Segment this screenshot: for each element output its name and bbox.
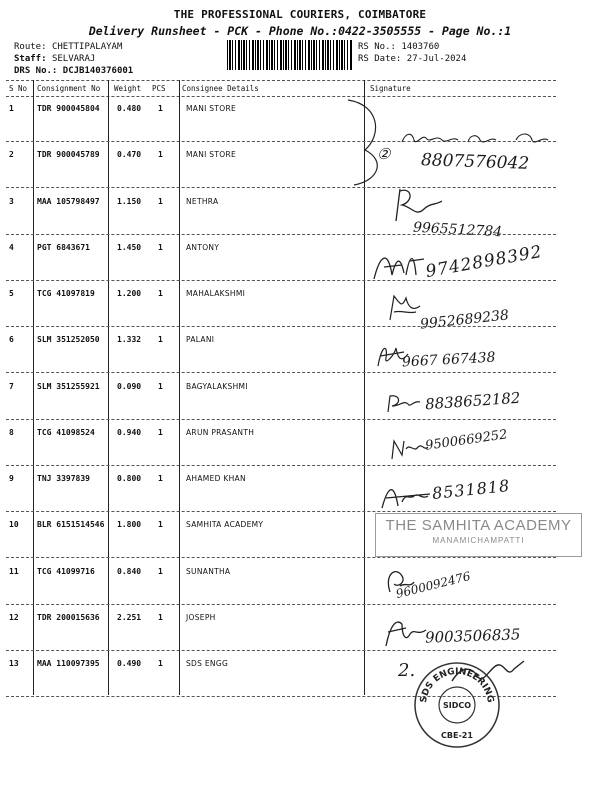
barcode — [227, 40, 353, 70]
row-weight: 0.470 — [117, 150, 142, 160]
stamp-line-1: THE SAMHITA ACADEMY — [385, 517, 572, 534]
row-weight: 0.490 — [117, 659, 142, 668]
row-consignee: ARUN PRASANTH — [186, 427, 255, 437]
signature-row-7 — [384, 390, 424, 418]
row-sno: 10 — [9, 520, 19, 530]
col-header-signature: Signature — [370, 84, 411, 93]
row-pcs: 1 — [158, 196, 163, 206]
col-header-sno: S No — [9, 84, 28, 93]
col-header-pcs: PCS — [152, 84, 166, 93]
col-header-consignee: Consignee Details — [182, 84, 259, 93]
signature-row-9 — [378, 478, 436, 514]
row-sno: 12 — [9, 612, 19, 622]
seal-ring-text: SDS ENGINEERING — [419, 666, 496, 704]
row-weight: 1.332 — [117, 335, 142, 345]
row-weight: 1.800 — [117, 520, 142, 530]
tamil-name-signature — [398, 128, 558, 150]
row-consignee: SUNANTHA — [186, 566, 231, 576]
drs-line — [14, 65, 133, 77]
signature-row-12 — [382, 612, 430, 652]
rs-no-label: RS No.: — [358, 42, 396, 52]
col-header-consignment: Consignment No — [37, 84, 101, 93]
row-sno: 6 — [9, 335, 14, 345]
sds-engineering-seal — [412, 660, 502, 750]
row-consignee: MANI STORE — [186, 150, 237, 160]
row-consignment-no: BLR 6151514546 — [37, 520, 105, 530]
row-rule — [6, 419, 556, 420]
rs-date-label: RS Date: — [358, 54, 402, 64]
row-sno: 5 — [9, 289, 14, 298]
row-pcs: 1 — [158, 104, 163, 113]
row-consignee: NETHRA — [186, 196, 219, 206]
row-weight: 1.450 — [117, 242, 142, 252]
row-rule — [6, 187, 556, 188]
rs-date-value: 27-Jul-2024 — [406, 54, 467, 64]
drs-value: DCJB140376001 — [62, 66, 134, 76]
row-pcs: 1 — [158, 335, 163, 345]
row-sno: 1 — [9, 104, 14, 113]
signature-row-3 — [390, 183, 445, 225]
row-rule — [6, 511, 556, 512]
row-rule — [6, 604, 556, 605]
handwritten-phone: 9742898392 — [424, 241, 545, 283]
handwritten-mark-13: 2. — [398, 660, 416, 681]
stamp-line-2: MANAMICHAMPATTI — [432, 536, 525, 545]
row-weight: 1.150 — [117, 196, 142, 206]
row-consignee: JOSEPH — [186, 612, 216, 622]
row-pcs: 1 — [158, 427, 163, 437]
row-pcs: 1 — [158, 150, 163, 160]
row-sno: 11 — [9, 566, 19, 576]
rs-no-value: 1403760 — [401, 42, 440, 52]
row-consignment-no: TCG 41097819 — [37, 289, 95, 298]
staff-line — [14, 53, 95, 65]
handwritten-phone: 8838652182 — [424, 388, 521, 414]
row-pcs: 1 — [158, 612, 163, 622]
row-sno: 8 — [9, 427, 14, 437]
subtitle-text: Delivery Runsheet - PCK - Phone No.:0422-3505555 - Page No.:1 — [88, 24, 512, 38]
row-pcs: 1 — [158, 566, 163, 576]
row-consignee: BAGYALAKSHMI — [186, 381, 248, 391]
handwritten-phone: 8807576042 — [420, 150, 530, 174]
handwritten-mark-2: ② — [377, 145, 391, 163]
row-weight: 2.251 — [117, 612, 142, 622]
row-sno: 4 — [9, 242, 14, 252]
seal-bottom-text: CBE-21 — [441, 731, 473, 740]
row-consignment-no: TCG 41099716 — [37, 566, 95, 576]
route-value: CHETTIPALAYAM — [51, 42, 123, 52]
staff-label: Staff: — [14, 54, 47, 64]
row-consignee: AHAMED KHAN — [186, 474, 246, 483]
row-consignment-no: TNJ 3397839 — [37, 474, 90, 483]
row-sno: 13 — [9, 659, 19, 668]
row-rule — [6, 650, 556, 651]
handwritten-phone: 9965512784 — [412, 219, 503, 241]
row-consignment-no: TDR 900045804 — [37, 104, 100, 113]
company-title: THE PROFESSIONAL COURIERS, COIMBATORE — [173, 8, 427, 21]
row-pcs: 1 — [158, 659, 163, 668]
row-consignment-no: MAA 105798497 — [37, 196, 100, 206]
row-consignee: PALANI — [186, 335, 215, 345]
row-consignee: ANTONY — [186, 242, 220, 252]
row-sno: 2 — [9, 150, 14, 160]
handwritten-phone: 9667 667438 — [401, 349, 496, 371]
row-rule — [6, 372, 556, 373]
row-weight: 0.480 — [117, 104, 142, 113]
signature-bracket — [340, 95, 390, 190]
row-consignment-no: MAA 110097395 — [37, 659, 100, 668]
route-label: Route: — [14, 42, 47, 52]
row-consignee: MANI STORE — [186, 104, 237, 113]
row-sno: 7 — [9, 381, 14, 391]
row-weight: 0.840 — [117, 566, 142, 576]
row-rule — [6, 280, 556, 281]
row-consignment-no: TDR 200015636 — [37, 612, 100, 622]
row-consignment-no: SLM 351252050 — [37, 335, 100, 345]
row-sno: 3 — [9, 196, 14, 206]
row-weight: 0.940 — [117, 427, 142, 437]
table-top-rule — [6, 80, 556, 81]
row-weight: 1.200 — [117, 289, 142, 298]
row-consignee: MAHALAKSHMI — [186, 289, 246, 298]
row-pcs: 1 — [158, 520, 163, 530]
row-consignment-no: TCG 41098524 — [37, 427, 95, 437]
handwritten-phone: 9003506835 — [424, 625, 521, 647]
row-weight: 0.090 — [117, 381, 142, 391]
route-line — [14, 41, 122, 53]
handwritten-phone: 8531818 — [431, 475, 512, 504]
header-rule — [6, 96, 556, 97]
col-header-weight: Weight — [114, 84, 142, 93]
handwritten-phone: 9952689238 — [419, 307, 510, 333]
drs-label: DRS No.: — [14, 66, 58, 76]
runsheet-subtitle — [0, 24, 600, 38]
row-rule — [6, 465, 556, 466]
rs-no-line — [358, 41, 439, 53]
row-pcs: 1 — [158, 289, 163, 298]
samhita-academy-stamp — [375, 513, 582, 557]
staff-value: SELVARAJ — [51, 54, 96, 64]
row-consignee: SDS ENGG — [186, 659, 229, 668]
row-pcs: 1 — [158, 242, 163, 252]
row-consignee: SAMHITA ACADEMY — [186, 520, 264, 530]
handwritten-phone: 9500669252 — [424, 427, 509, 454]
row-weight: 0.800 — [117, 474, 142, 483]
rs-date-line — [358, 53, 466, 65]
row-sno: 9 — [9, 474, 14, 483]
row-consignment-no: SLM 351255921 — [37, 381, 100, 391]
handwritten-phone: 9600092476 — [394, 568, 472, 602]
seal-center-text: SIDCO — [442, 701, 472, 710]
row-pcs: 1 — [158, 381, 163, 391]
row-consignment-no: TDR 900045789 — [37, 150, 100, 160]
signature-row-4 — [370, 245, 430, 285]
row-rule — [6, 557, 556, 558]
row-consignment-no: PGT 6843671 — [37, 242, 90, 252]
row-pcs: 1 — [158, 474, 163, 483]
